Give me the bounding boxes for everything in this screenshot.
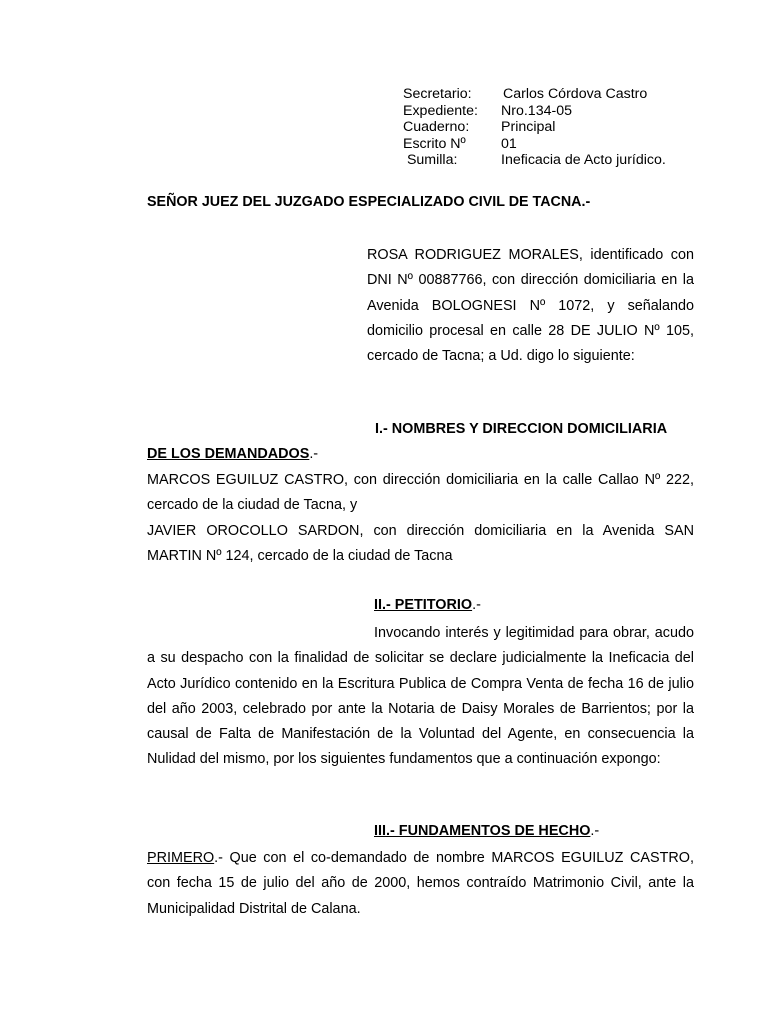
header-row-cuaderno bbox=[403, 119, 666, 136]
header-label: Secretario: bbox=[403, 86, 472, 102]
defendants-block bbox=[147, 468, 694, 570]
header-value: Carlos Córdova Castro bbox=[503, 86, 648, 102]
header-row-escrito bbox=[403, 136, 666, 153]
header-row-sumilla bbox=[403, 152, 666, 169]
case-header bbox=[403, 86, 666, 169]
primero-text: .- Que con el co-demandado de nombre MARCOS EGUILUZ CASTRO, con fecha 15 de julio del año de 2000, hemos contraído Matrimonio Civil, ante la Municipalidad Distrital de Calana. bbox=[147, 850, 694, 917]
intro-paragraph: ROSA RODRIGUEZ MORALES, identificado con DNI Nº 00887766, con dirección domiciliaria en la Avenida BOLOGNESI Nº 1072, y señalando domicilio procesal en calle 28 DE JULIO Nº 105, cercado de Tacna; a Ud. digo lo siguiente: bbox=[367, 247, 694, 365]
header-value: 01 bbox=[501, 135, 517, 152]
section-1-title: I.- NOMBRES Y DIRECCION DOMICILIARIA bbox=[375, 421, 668, 437]
header-label: Sumilla: bbox=[403, 152, 458, 168]
addressee-heading: SEÑOR JUEZ DEL JUZGADO ESPECIALIZADO CIVIL DE TACNA.- bbox=[147, 194, 591, 210]
header-label: Cuaderno: bbox=[403, 119, 470, 135]
primero-label: PRIMERO bbox=[147, 850, 215, 866]
section-2-title bbox=[374, 597, 481, 613]
header-value: Nro.134-05 bbox=[501, 102, 572, 119]
header-value: Principal bbox=[501, 119, 556, 135]
primero-paragraph bbox=[147, 846, 694, 922]
section-1-title-tail: .- bbox=[309, 446, 319, 462]
defendant-2-paragraph: JAVIER OROCOLLO SARDON, con dirección domiciliaria en la Avenida SAN MARTIN Nº 124, cercado de la ciudad de Tacna bbox=[147, 522, 694, 565]
section-1-title-continued bbox=[147, 446, 318, 462]
petition-paragraph bbox=[147, 621, 694, 773]
header-row-secretario bbox=[403, 86, 666, 103]
section-2-title-tail: .- bbox=[472, 597, 481, 613]
header-label: Escrito Nº bbox=[403, 135, 466, 152]
header-label: Expediente: bbox=[403, 102, 478, 119]
section-2-title-underlined: II.- PETITORIO bbox=[374, 597, 473, 613]
defendant-1-paragraph: MARCOS EGUILUZ CASTRO, con dirección domiciliaria en la calle Callao Nº 222, cercado de la ciudad de Tacna, y bbox=[147, 472, 694, 514]
section-1-title-underlined: DE LOS DEMANDADOS bbox=[147, 446, 310, 462]
section-3-title bbox=[374, 823, 599, 839]
header-row-expediente bbox=[403, 103, 666, 120]
header-value: Ineficacia de Acto jurídico. bbox=[501, 152, 666, 168]
section-3-title-tail: .- bbox=[590, 823, 600, 839]
section-3-title-underlined: III.- FUNDAMENTOS DE HECHO bbox=[374, 823, 591, 839]
petition-text: Invocando interés y legitimidad para obrar, acudo a su despacho con la finalidad de solicitar se declare judicialmente la Ineficacia del Acto Jurídico contenido en la Escritura Publica de Compra Venta de fecha 16 de julio del año 2003, celebrado por ante la Notaria de Daisy Morales de Barrientos; por la causal de Falta de Manifestación de la Voluntad del Agente, en consecuencia la Nulidad del mismo, por los siguientes fundamentos que a continuación expongo: bbox=[147, 625, 694, 768]
